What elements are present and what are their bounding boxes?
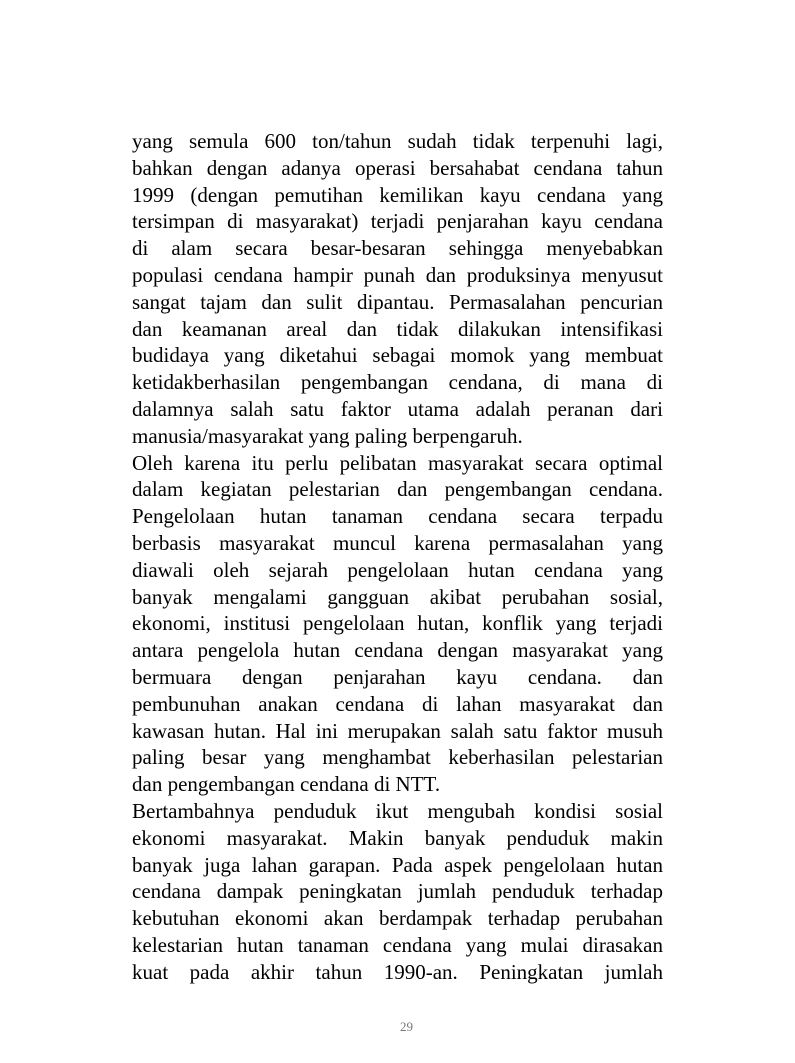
- paragraph: [132, 128, 663, 450]
- text-line: ketidakberhasilan pengembangan cendana, di mana di: [132, 370, 663, 395]
- page-number: 29: [400, 1019, 413, 1034]
- text-line: ekonomi, institusi pengelolaan hutan, konflik yang terjadi: [132, 611, 663, 636]
- text-line: cendana dampak peningkatan jumlah penduduk terhadap: [132, 879, 663, 904]
- text-line: yang semula 600 ton/tahun sudah tidak terpenuhi lagi,: [132, 129, 663, 153]
- text-line: Oleh karena itu perlu pelibatan masyarakat secara optimal: [132, 450, 663, 475]
- text-line: di alam secara besar-besaran sehingga menyebabkan: [132, 236, 663, 261]
- text-line: manusia/masyarakat yang paling berpengaruh.: [132, 423, 523, 448]
- text-line: dan pengembangan cendana di NTT.: [132, 772, 441, 797]
- text-line: kelestarian hutan tanaman cendana yang mulai dirasakan: [132, 932, 663, 957]
- text-line: paling besar yang menghambat keberhasilan pelestarian: [132, 745, 663, 770]
- text-line: sangat tajam dan sulit dipantau. Permasalahan pencurian: [132, 289, 663, 314]
- text-line: banyak juga lahan garapan. Pada aspek pengelolaan hutan: [132, 852, 663, 877]
- text-line: ekonomi masyarakat. Makin banyak penduduk makin: [132, 825, 663, 850]
- text-line: kebutuhan ekonomi akan berdampak terhadap perubahan: [132, 906, 663, 931]
- text-line: banyak mengalami gangguan akibat perubahan sosial,: [132, 584, 663, 609]
- text-line: 1999 (dengan pemutihan kemilikan kayu cendana yang: [132, 182, 663, 207]
- text-line: dan keamanan areal dan tidak dilakukan intensifikasi: [132, 316, 663, 341]
- text-line: kuat pada akhir tahun 1990-an. Peningkatan jumlah: [132, 959, 663, 984]
- text-line: kawasan hutan. Hal ini merupakan salah satu faktor musuh: [132, 718, 663, 743]
- text-line: dalam kegiatan pelestarian dan pengembangan cendana.: [132, 477, 663, 502]
- text-line: tersimpan di masyarakat) terjadi penjarahan kayu cendana: [132, 209, 663, 234]
- text-line: antara pengelola hutan cendana dengan masyarakat yang: [132, 638, 663, 663]
- text-line: bahkan dengan adanya operasi bersahabat cendana tahun: [132, 155, 663, 180]
- text-line: bermuara dengan penjarahan kayu cendana. dan: [132, 664, 663, 689]
- text-line: Bertambahnya penduduk ikut mengubah kondisi sosial: [132, 798, 663, 823]
- paragraph: [132, 798, 663, 986]
- text-line: dalamnya salah satu faktor utama adalah peranan dari: [132, 396, 663, 421]
- text-line: populasi cendana hampir punah dan produksinya menyusut: [132, 262, 663, 287]
- page-body: [132, 128, 663, 986]
- text-line: berbasis masyarakat muncul karena permasalahan yang: [132, 530, 663, 555]
- text-line: Pengelolaan hutan tanaman cendana secara terpadu: [132, 504, 663, 529]
- text-line: pembunuhan anakan cendana di lahan masyarakat dan: [132, 691, 663, 716]
- paragraph: [132, 450, 663, 798]
- text-line: diawali oleh sejarah pengelolaan hutan cendana yang: [132, 557, 663, 582]
- text-line: budidaya yang diketahui sebagai momok yang membuat: [132, 343, 663, 368]
